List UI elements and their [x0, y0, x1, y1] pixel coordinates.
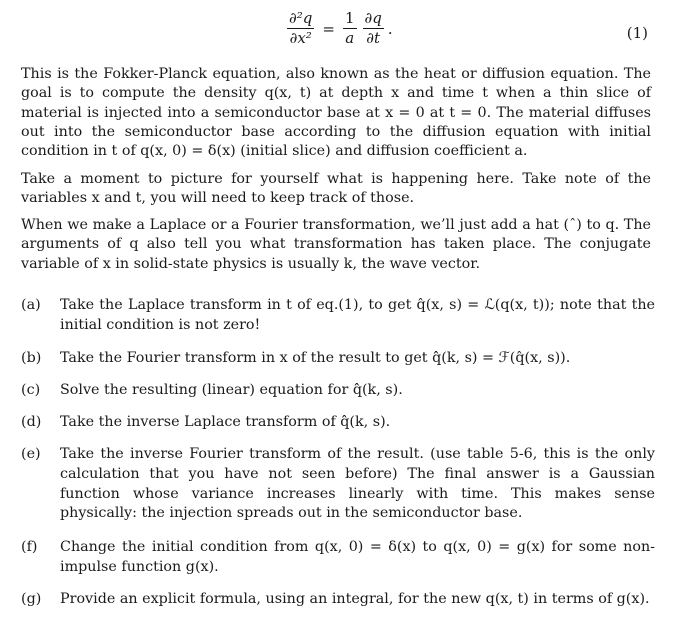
item-label: (a) [21, 297, 41, 313]
coefficient-denominator: a [345, 29, 355, 47]
equation-period: . [387, 19, 393, 38]
item-text: Solve the resulting (linear) equation for q̂̂(k, s). [60, 382, 403, 398]
equation-row [0, 10, 676, 58]
item-text: Take the inverse Laplace transform of q̂̂(k, s). [60, 414, 391, 430]
coefficient-fraction [343, 10, 357, 47]
item-label: (b) [21, 350, 42, 366]
rhs-fraction [363, 10, 384, 47]
item-label: (e) [21, 446, 41, 462]
item-label: (d) [21, 414, 42, 430]
item-text: Take the inverse Fourier transform of the result. (use table 5-6, this is the only calculation that you have not seen before) The final answer is a Gaussian function whose variance increases linearly with time. This makes sense physically: the injection spreads out in the semiconductor base. [60, 446, 655, 522]
diffusion-equation [284, 10, 393, 47]
lhs-numerator: ∂²q [289, 9, 313, 27]
rhs-numerator: ∂q [364, 9, 382, 27]
item-label: (f) [21, 539, 38, 555]
list-item [21, 381, 655, 401]
lhs-denominator: ∂x² [289, 29, 312, 47]
list-item [21, 296, 655, 336]
item-label: (c) [21, 382, 41, 398]
lhs-fraction [287, 10, 314, 47]
list-item [21, 349, 655, 369]
list-item [21, 413, 655, 433]
equation-number: (1) [626, 24, 648, 42]
item-label: (g) [21, 591, 42, 607]
item-text: Provide an explicit formula, using an integral, for the new q(x, t) in terms of g(x). [60, 591, 650, 607]
item-text: Take the Fourier transform in x of the result to get q̂̂(k, s) = ℱ(q̂(x, s)). [60, 350, 571, 366]
coefficient-numerator: 1 [344, 9, 355, 27]
list-item [21, 590, 655, 610]
transform-paragraph: When we make a Laplace or a Fourier transformation, we’ll just add a hat (ˆ) to q. The arguments of q also tell you what transformation has taken place. The conjugate variable of x in solid-state physics is usually k, the wave vector. [21, 217, 651, 272]
list-item [21, 445, 655, 524]
item-text: Change the initial condition from q(x, 0) = δ(x) to q(x, 0) = g(x) for some non-impulse function g(x). [60, 539, 655, 575]
item-text: Take the Laplace transform in t of eq.(1), to get q̂(x, s) = ℒ(q(x, t)); note that the initial condition is not zero! [60, 297, 655, 333]
rhs-denominator: ∂t [366, 29, 381, 47]
picture-paragraph: Take a moment to picture for yourself what is happening here. Take note of the variables x and t, you will need to keep track of those. [21, 171, 651, 207]
intro-paragraph: This is the Fokker-Planck equation, also known as the heat or diffusion equation. The goal is to compute the density q(x, t) at depth x and time t when a thin slice of material is injected into a semiconductor base at x = 0 at t = 0. The material diffuses out into the semiconductor base according to the diffusion equation with initial condition in t of q(x, 0) = δ(x) (initial slice) and diffusion coefficient a. [21, 66, 651, 160]
equals-sign: = [322, 19, 335, 38]
list-item [21, 538, 655, 578]
